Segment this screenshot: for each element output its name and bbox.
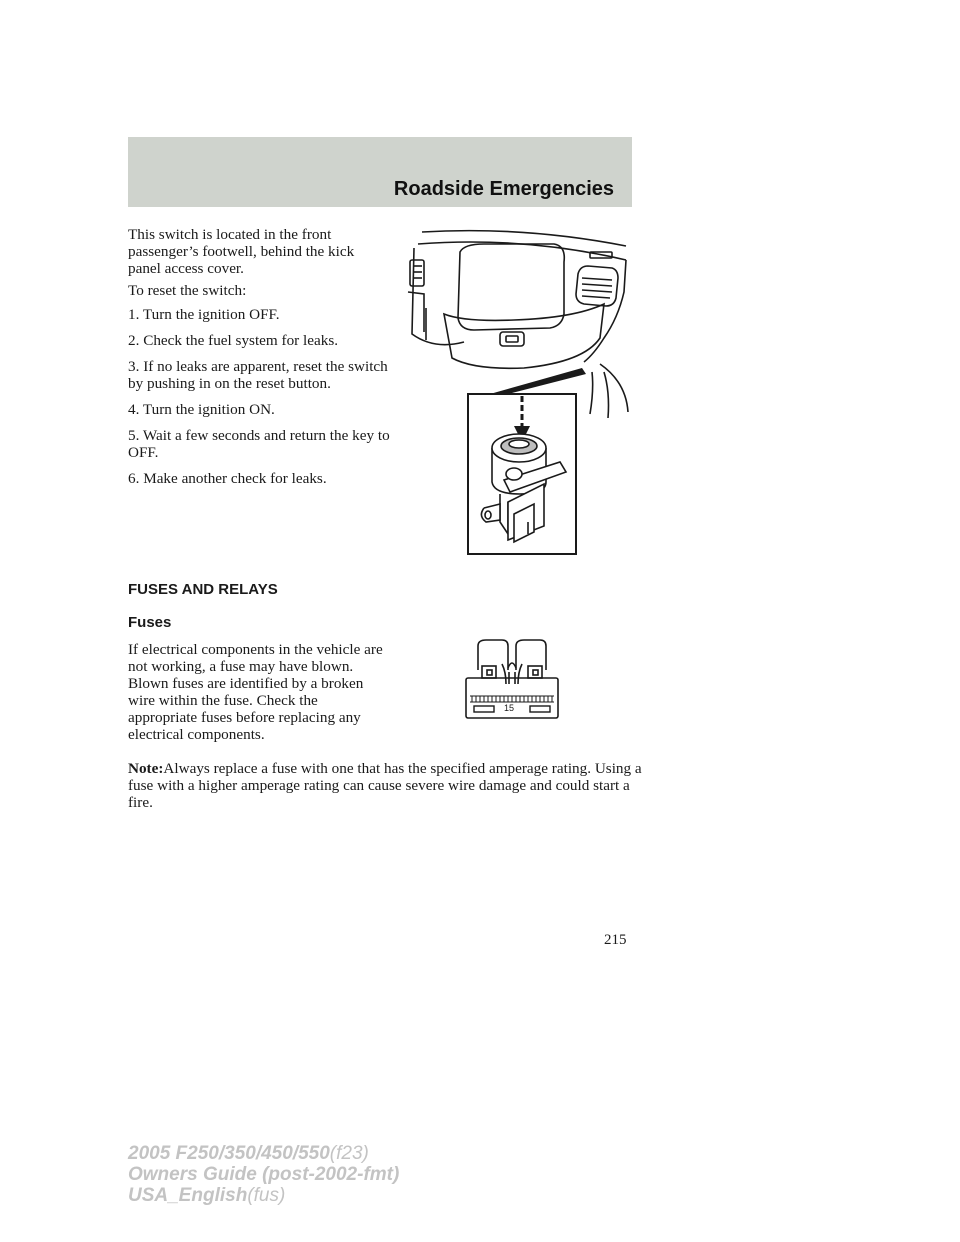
step-item: 3. If no leaks are apparent, reset the switch by pushing in on the reset button. xyxy=(128,358,388,392)
step-item: 5. Wait a few seconds and return the key to OFF. xyxy=(128,427,390,461)
footer-language: USA_English xyxy=(128,1185,248,1206)
fuel-pump-shutoff-switch-illustration xyxy=(404,222,636,558)
step-item: 2. Check the fuel system for leaks. xyxy=(128,332,339,349)
note-label: Note: xyxy=(128,760,164,777)
fuse-rating-label: 15 xyxy=(504,703,515,713)
step-item: 4. Turn the ignition ON. xyxy=(128,401,275,418)
fuses-body: If electrical components in the vehicle are not working, a fuse may have blown. Blown fuses are identified by a broken wire within the fuse. Check the appropriate fuses before replacing any electrical components. xyxy=(128,641,383,743)
footer-model-code: (f23) xyxy=(329,1143,369,1164)
note-text: Always replace a fuse with one that has the specified amperage rating. Using a fuse with a higher amperage rating can cause severe wire damage and could start a fire. xyxy=(128,760,642,811)
fuses-subheading: Fuses xyxy=(128,614,172,631)
section-title: Roadside Emergencies xyxy=(393,178,614,200)
footer-guide: Owners Guide (post-2002-fmt) xyxy=(128,1164,400,1185)
note-paragraph xyxy=(128,760,643,811)
fuse-illustration xyxy=(462,636,562,722)
step-item: 1. Turn the ignition OFF. xyxy=(128,306,280,323)
page-number: 215 xyxy=(604,932,627,948)
header-band xyxy=(128,137,632,207)
footer-language-code: (fus) xyxy=(247,1185,286,1206)
footer xyxy=(128,1143,399,1206)
location-paragraph: This switch is located in the front passenger’s footwell, behind the kick panel access cover. xyxy=(128,226,355,277)
reset-steps-list xyxy=(128,306,398,496)
footer-model: 2005 F250/350/450/550 xyxy=(128,1143,330,1164)
fuses-relays-heading: FUSES AND RELAYS xyxy=(128,581,278,598)
reset-intro: To reset the switch: xyxy=(128,282,247,299)
step-item: 6. Make another check for leaks. xyxy=(128,470,327,487)
